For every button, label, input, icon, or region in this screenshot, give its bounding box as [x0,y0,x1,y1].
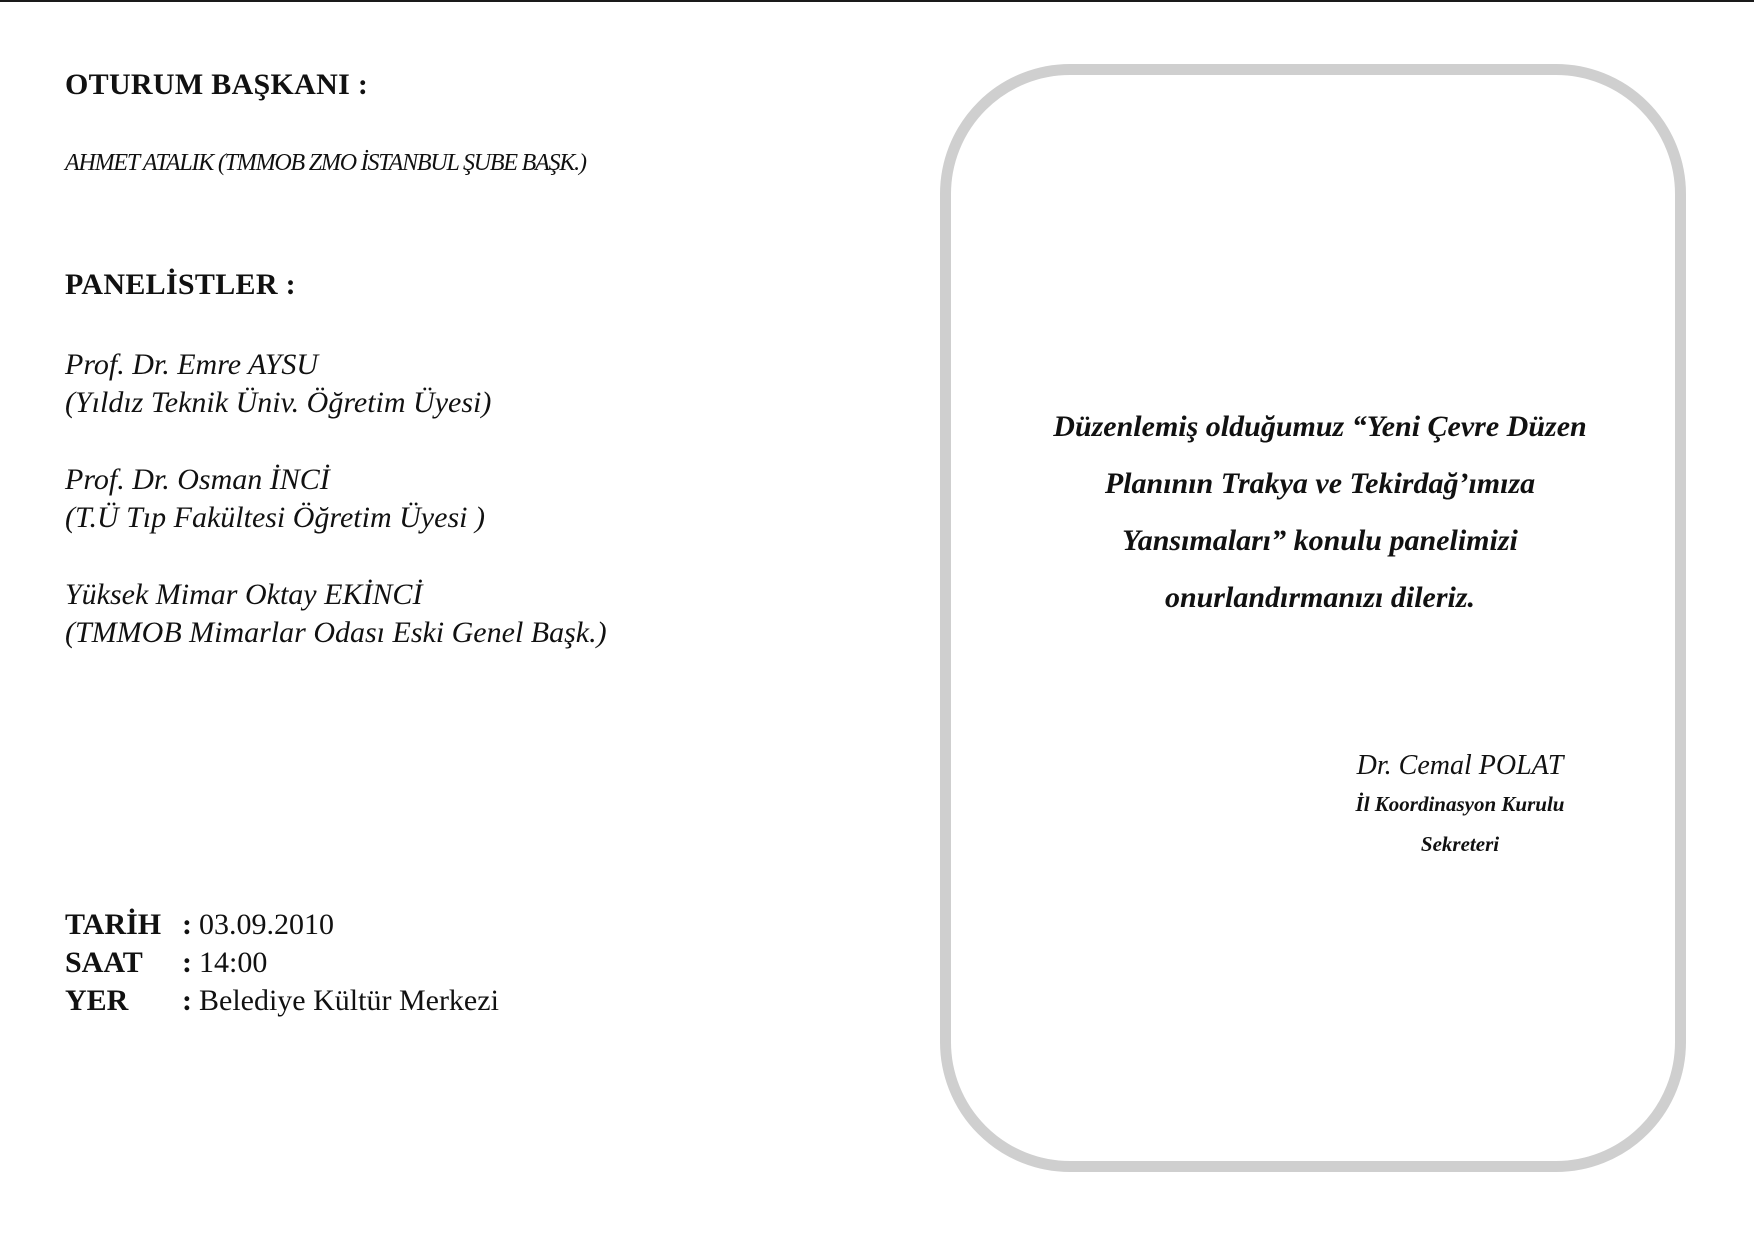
signatory-title-line1: İl Koordinasyon Kurulu [1355,792,1565,816]
signatory-title-line2: Sekreteri [1420,832,1500,856]
panelist-affiliation: (TMMOB Mimarlar Odası Eski Genel Başk.) [65,616,607,649]
invitation-line: Yansımaları” konulu panelimizi [1122,524,1518,557]
place-value: Belediye Kültür Merkezi [199,984,499,1017]
place-label: YER [65,984,129,1017]
time-colon: : [182,946,192,979]
date-row [65,906,499,944]
panelist-name: Prof. Dr. Osman İNCİ [65,463,330,496]
panelist-name: Yüksek Mimar Oktay EKİNCİ [65,578,423,611]
session-chair-name: AHMET ATALIK (TMMOB ZMO İSTANBUL ŞUBE BAŞK.) [65,150,586,176]
invitation-text [1000,398,1640,626]
session-chair-heading: OTURUM BAŞKANI : [65,68,369,101]
place-colon: : [182,984,192,1017]
date-value: 03.09.2010 [199,908,334,941]
invitation-line: Düzenlemiş olduğumuz “Yeni Çevre Düzen [1053,410,1587,443]
signatory-name: Dr. Cemal POLAT [1356,750,1564,781]
date-colon: : [182,908,192,941]
event-details [65,906,499,1020]
panelist-item [65,576,825,652]
panelist-item [65,461,825,537]
panelist-affiliation: (Yıldız Teknik Üniv. Öğretim Üyesi) [65,386,492,419]
date-label: TARİH [65,908,162,941]
panelist-list [65,346,825,691]
time-value: 14:00 [199,946,268,979]
panelist-name: Prof. Dr. Emre AYSU [65,348,319,381]
time-label: SAAT [65,946,143,979]
panelist-item [65,346,825,422]
signature-block [1310,748,1610,864]
panelist-affiliation: (T.Ü Tıp Fakültesi Öğretim Üyesi ) [65,501,485,534]
panelists-heading: PANELİSTLER : [65,268,296,301]
top-rule [0,0,1754,2]
invitation-line: Planının Trakya ve Tekirdağ’ımıza [1104,467,1536,500]
time-row [65,944,499,982]
invitation-line: onurlandırmanızı dileriz. [1164,581,1476,614]
place-row [65,982,499,1020]
